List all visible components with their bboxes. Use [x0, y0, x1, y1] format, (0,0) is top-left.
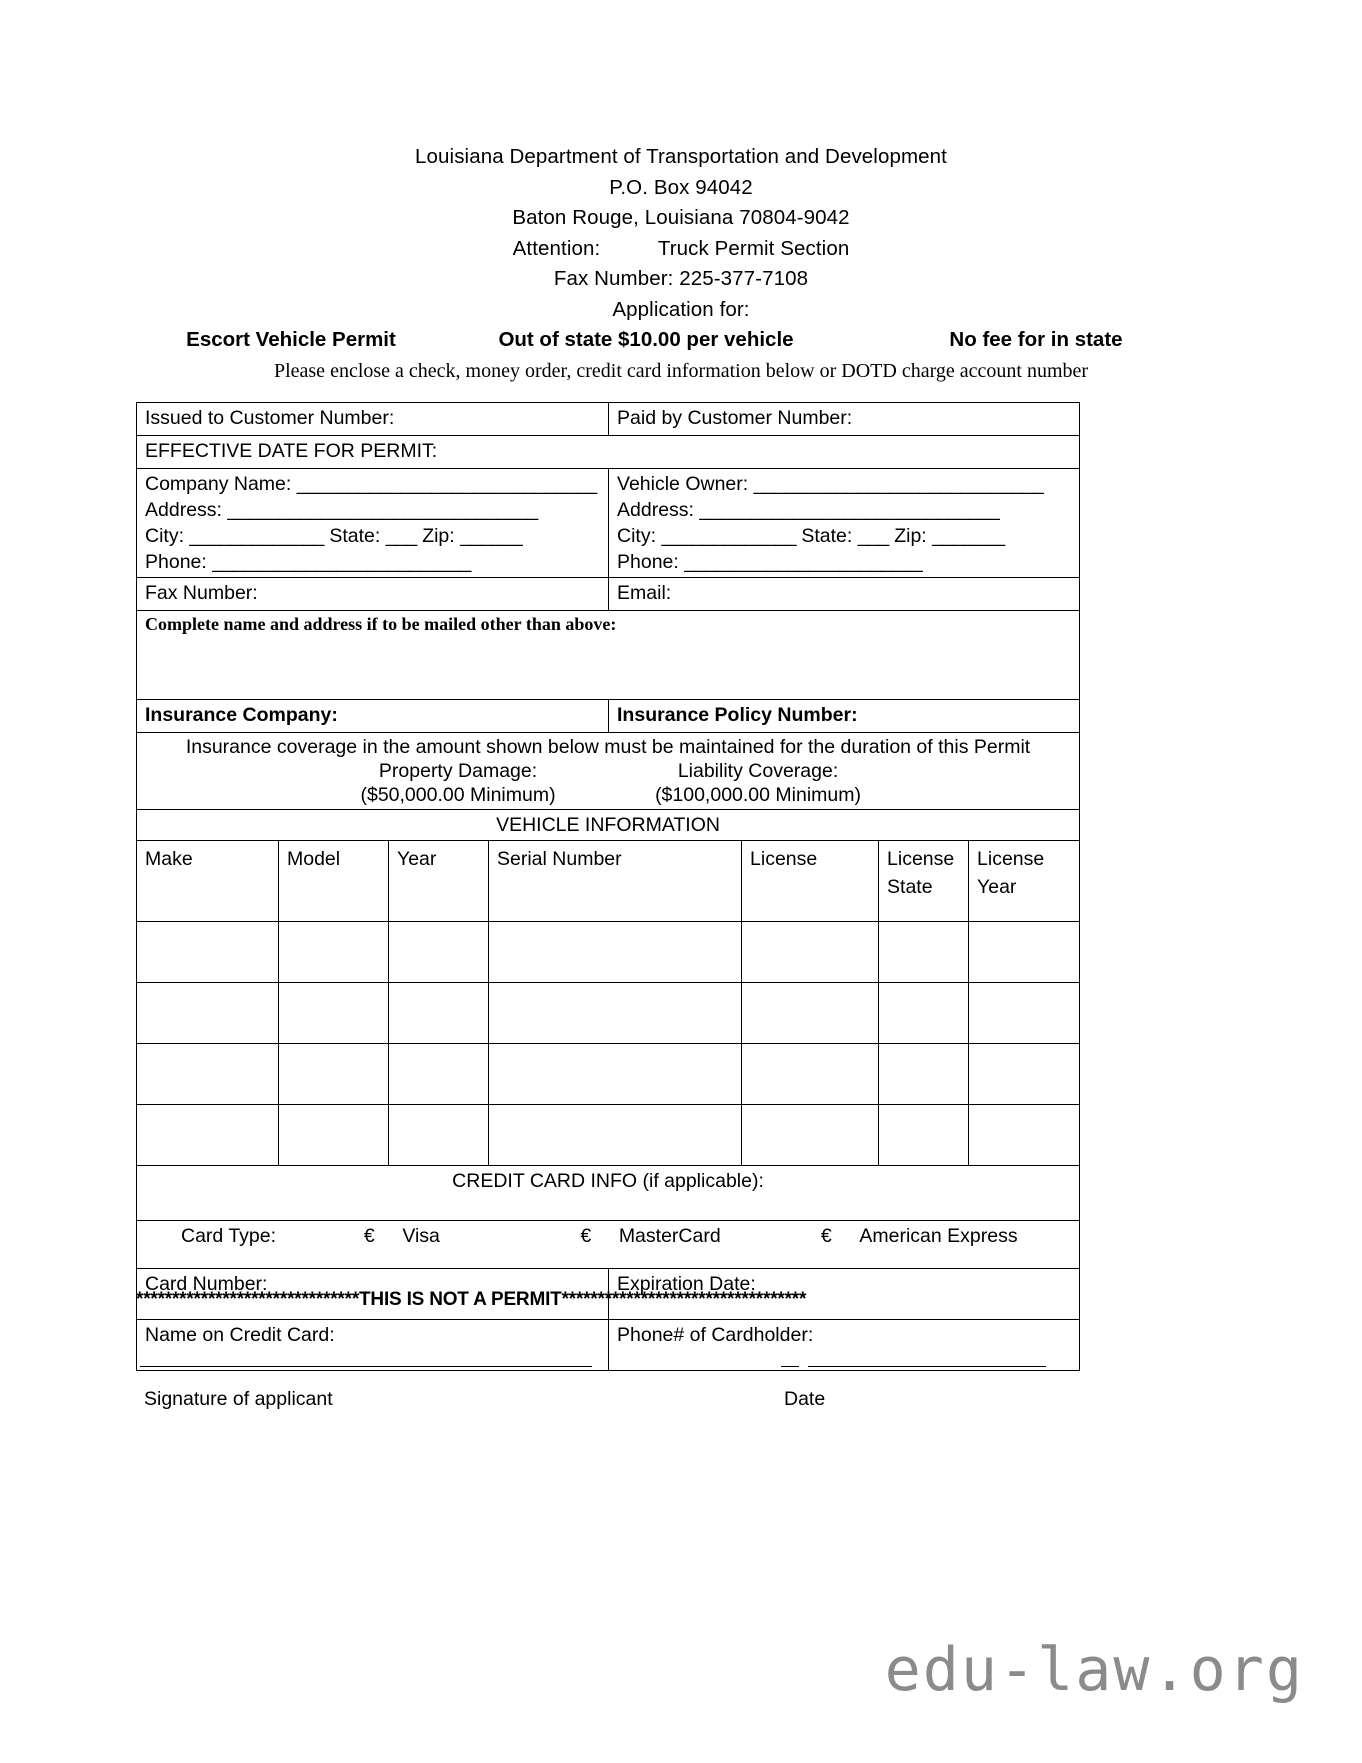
property-damage-minimum: ($50,000.00 Minimum) [360, 784, 556, 806]
card-number-label: Card Number: [145, 1273, 268, 1295]
vehicle-cell-license-year[interactable] [969, 922, 1080, 983]
liability-coverage-label: Liability Coverage: [677, 760, 839, 782]
license-year-line1: License [977, 848, 1045, 870]
vehicle-cell-model[interactable] [279, 1105, 389, 1166]
company-zip-label: Zip: [422, 525, 455, 547]
email-label: Email: [617, 582, 672, 604]
vehicle-column-make: Make [137, 841, 279, 922]
vehicle-cell-serial-number[interactable] [489, 1105, 742, 1166]
company-name-label: Company Name: [145, 473, 292, 495]
vehicle-cell-year[interactable] [389, 1044, 489, 1105]
vehicle-owner-address-line [617, 497, 1071, 523]
license-year-line2: Year [977, 876, 1017, 898]
effective-date-label: EFFECTIVE DATE FOR PERMIT: [145, 440, 438, 462]
vehicle-cell-make[interactable] [137, 922, 279, 983]
license-state-line2: State [887, 876, 933, 898]
vehicle-owner-state-label: State: [801, 525, 853, 547]
insurance-coverage-block [145, 735, 1071, 807]
insurance-company-cell[interactable] [137, 700, 609, 733]
banner-stars-right: ********************************** [561, 1289, 807, 1310]
date-rule[interactable] [808, 1348, 1046, 1367]
date-label: Date [784, 1388, 826, 1410]
company-phone-rule: _________________________ [212, 551, 471, 573]
card-option-mastercard-label[interactable]: MasterCard [618, 1225, 721, 1247]
company-state-label: State: [329, 525, 381, 547]
vehicle-owner-city-state-zip-line [617, 523, 1071, 549]
card-type-cell [137, 1221, 1080, 1269]
vehicle-owner-phone-line [617, 549, 1071, 575]
vehicle-cell-year[interactable] [389, 922, 489, 983]
company-state-rule: ___ [385, 525, 417, 547]
vehicle-cell-license-state[interactable] [879, 922, 969, 983]
vehicle-cell-model[interactable] [279, 983, 389, 1044]
vehicle-owner-label: Vehicle Owner: [617, 473, 749, 495]
card-type-label: Card Type: [181, 1225, 277, 1247]
insurance-coverage-statement: Insurance coverage in the amount shown below must be maintained for the duration of this Permit [185, 736, 1031, 758]
vehicle-column-year: Year [389, 841, 489, 922]
company-zip-rule: ______ [460, 525, 523, 547]
vehicle-owner-state-rule: ___ [857, 525, 889, 547]
vehicle-cell-license-year[interactable] [969, 1044, 1080, 1105]
credit-card-info-title: CREDIT CARD INFO (if applicable): [137, 1166, 1080, 1221]
vehicle-cell-license-state[interactable] [879, 1044, 969, 1105]
table-row-vehicle-entry [137, 983, 1080, 1044]
insurance-coverage-cell [137, 733, 1080, 810]
insurance-policy-number-label: Insurance Policy Number: [617, 704, 858, 726]
permit-type-label: Escort Vehicle Permit [186, 328, 396, 351]
table-row-effective-date [137, 436, 1080, 469]
company-address-label: Address: [145, 499, 222, 521]
table-row-vehicle-headers [137, 841, 1080, 922]
table-row-vehicle-information-title [137, 810, 1080, 841]
vehicle-owner-phone-rule: _______________________ [684, 551, 923, 573]
company-details-cell[interactable] [137, 469, 609, 578]
header-line-application-for: Application for: [612, 297, 750, 321]
checkbox-amex-icon[interactable]: € [820, 1225, 832, 1247]
table-row-customer-numbers [137, 403, 1080, 436]
vehicle-owner-zip-rule: _______ [932, 525, 1005, 547]
vehicle-owner-rule: ____________________________ [753, 473, 1044, 495]
table-row-vehicle-entry [137, 1105, 1080, 1166]
insurance-company-label: Insurance Company: [145, 704, 338, 726]
in-state-fee-label: No fee for in state [949, 328, 1123, 351]
header-line-city-state-zip: Baton Rouge, Louisiana 70804-9042 [512, 206, 850, 229]
email-cell[interactable] [609, 578, 1080, 611]
table-row-party-details [137, 469, 1080, 578]
name-on-credit-card-label: Name on Credit Card: [145, 1324, 335, 1346]
out-of-state-fee-label: Out of state $10.00 per vehicle [498, 328, 794, 351]
vehicle-owner-city-rule: _____________ [661, 525, 796, 547]
vehicle-owner-zip-label: Zip: [894, 525, 927, 547]
liability-coverage-minimum: ($100,000.00 Minimum) [655, 784, 861, 806]
vehicle-owner-phone-label: Phone: [617, 551, 679, 573]
vehicle-cell-make[interactable] [137, 1105, 279, 1166]
vehicle-cell-license-state[interactable] [879, 983, 969, 1044]
vehicle-cell-model[interactable] [279, 1044, 389, 1105]
company-name-line [145, 471, 600, 497]
vehicle-cell-model[interactable] [279, 922, 389, 983]
vehicle-column-license: License [742, 841, 879, 922]
card-type-options [145, 1223, 1071, 1249]
card-option-american-express-label[interactable]: American Express [859, 1225, 1018, 1247]
table-row-insurance-ids [137, 700, 1080, 733]
mailing-address-note: Complete name and address if to be mailed other than above: [145, 614, 617, 634]
date-rule-dash [781, 1348, 799, 1367]
table-row-vehicle-entry [137, 1044, 1080, 1105]
table-row-card-type [137, 1221, 1080, 1269]
vehicle-cell-year[interactable] [389, 983, 489, 1044]
vehicle-cell-license[interactable] [742, 1044, 879, 1105]
expiration-date-label: Expiration Date: [617, 1273, 756, 1295]
checkbox-visa-icon[interactable]: € [363, 1225, 375, 1247]
table-row-insurance-coverage [137, 733, 1080, 810]
not-a-permit-text: THIS IS NOT A PERMIT [359, 1289, 562, 1310]
vehicle-cell-license[interactable] [742, 922, 879, 983]
coverage-labels-row [145, 759, 1071, 783]
issued-to-customer-number-cell[interactable] [137, 403, 609, 436]
vehicle-owner-address-rule: _____________________________ [699, 499, 1000, 521]
vehicle-cell-serial-number[interactable] [489, 922, 742, 983]
cardholder-phone-label: Phone# of Cardholder: [617, 1324, 814, 1346]
vehicle-owner-city-label: City: [617, 525, 657, 547]
vehicle-column-license-state [879, 841, 969, 922]
table-row-credit-card-title [137, 1166, 1080, 1221]
permit-application-form [136, 402, 1080, 1371]
payment-instruction-note: Please enclose a check, money order, credit card information below or DOTD charge account number [273, 360, 1089, 382]
header-line-po-box: P.O. Box 94042 [609, 175, 753, 199]
company-city-rule: _____________ [189, 525, 324, 547]
company-name-rule: _____________________________ [296, 473, 597, 495]
vehicle-cell-make[interactable] [137, 1044, 279, 1105]
vehicle-cell-license[interactable] [742, 1105, 879, 1166]
signature-of-applicant-label: Signature of applicant [144, 1388, 333, 1410]
card-option-visa-label[interactable]: Visa [402, 1225, 440, 1247]
document-header [0, 142, 1362, 325]
issued-to-customer-number-label: Issued to Customer Number: [145, 407, 395, 429]
paid-by-customer-number-cell[interactable] [609, 403, 1080, 436]
vehicle-cell-license-year[interactable] [969, 983, 1080, 1044]
insurance-policy-number-cell[interactable] [609, 700, 1080, 733]
company-phone-line [145, 549, 600, 575]
fax-number-label: Fax Number: [145, 582, 258, 604]
vehicle-owner-details-cell[interactable] [609, 469, 1080, 578]
company-city-state-zip-line [145, 523, 600, 549]
paid-by-customer-number-label: Paid by Customer Number: [617, 407, 853, 429]
company-address-line [145, 497, 600, 523]
application-fee-row [136, 328, 1226, 352]
vehicle-column-license-year [969, 841, 1080, 922]
header-line-attention: Attention: Truck Permit Section [512, 236, 850, 260]
signature-rule[interactable] [140, 1348, 592, 1367]
header-line-fax: Fax Number: 225-377-7108 [553, 267, 809, 290]
watermark: edu-law.org [884, 1635, 1304, 1705]
vehicle-cell-license-year[interactable] [969, 1105, 1080, 1166]
vehicle-cell-license-state[interactable] [879, 1105, 969, 1166]
company-phone-label: Phone: [145, 551, 207, 573]
checkbox-mastercard-icon[interactable]: € [580, 1225, 592, 1247]
effective-date-cell[interactable] [137, 436, 1080, 469]
vehicle-cell-serial-number[interactable] [489, 983, 742, 1044]
vehicle-cell-serial-number[interactable] [489, 1044, 742, 1105]
fax-number-cell[interactable] [137, 578, 609, 611]
vehicle-cell-year[interactable] [389, 1105, 489, 1166]
header-line-agency: Louisiana Department of Transportation and Development [415, 145, 947, 168]
vehicle-cell-license[interactable] [742, 983, 879, 1044]
company-city-label: City: [145, 525, 184, 547]
property-damage-label: Property Damage: [378, 760, 538, 782]
not-a-permit-banner [136, 1288, 1086, 1312]
license-state-line1: License [887, 848, 955, 870]
banner-stars-left: ******************************* [136, 1289, 360, 1310]
table-row-mailing-address [137, 611, 1080, 700]
table-row-fax-email [137, 578, 1080, 611]
vehicle-owner-address-label: Address: [617, 499, 694, 521]
company-address-rule: ______________________________ [227, 499, 538, 521]
coverage-minimums-row [145, 783, 1071, 807]
table-row-vehicle-entry [137, 922, 1080, 983]
vehicle-owner-name-line [617, 471, 1071, 497]
vehicle-information-title: VEHICLE INFORMATION [137, 810, 1080, 841]
vehicle-column-serial-number: Serial Number [489, 841, 742, 922]
mailing-address-cell[interactable] [137, 611, 1080, 700]
vehicle-column-model: Model [279, 841, 389, 922]
vehicle-cell-make[interactable] [137, 983, 279, 1044]
